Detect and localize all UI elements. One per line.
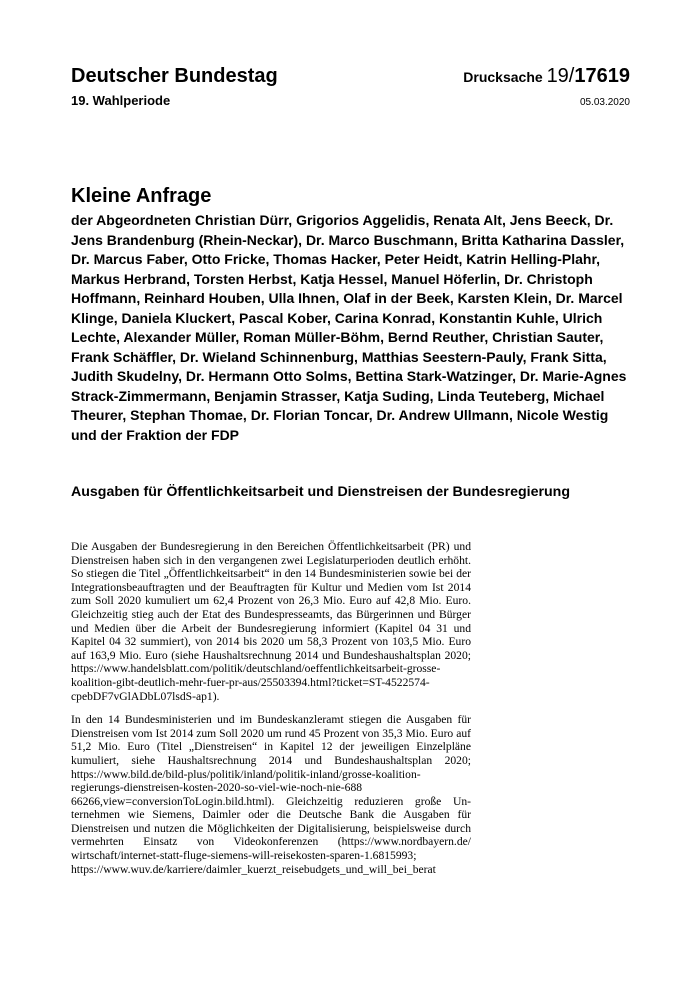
document-subject: Ausgaben für Öffentlichkeitsarbeit und Dienstreisen der Bundesregierung	[71, 484, 571, 500]
body-paragraph-2: In den 14 Bundesministerien und im Bundeskanzleramt stiegen die Ausgaben für Dienstreisen vom Ist 2014 zum Soll 2020 um rund 45 Prozent von 35,3 Mio. Euro auf 51,2 Mio. Euro (Titel „Dienstreisen“ in Kapitel 12 der jeweiligen Einzelpläne kumuliert, siehe Haushaltsrechnung 2014 und Bundeshaushaltsplan 2020; https://www.bild.de/bild-plus/politik/inland/politik-inland/​grosse-koalition-regierungs-dienstreisen-kosten-2020-so-viel-wie-noch-nie-688​66266,view=conversionToLogin.bild.html). Gleichzeitig reduzieren große Unternehmen wie Siemens, Daimler oder die Deutsche Bank die Ausgaben für Dienstreisen und nutzen die Möglichkeiten der Digitalisierung, beispielsweise durch vermehrten Einsatz von Videokonferenzen (https://www.nordbayern.de/​wirtschaft/internet-statt-fluge-siemens-will-reisekosten-sparen-1.6815993; https://www.wuv.de/karriere/daimler_kuerzt_reisebudgets_und_will_bei_berat	[71, 713, 471, 876]
institution-name: Deutscher Bundestag	[71, 65, 278, 87]
header-right	[463, 64, 630, 109]
header-left	[71, 64, 278, 109]
drucksache-number	[463, 64, 630, 89]
authors-list: der Abgeordneten Christian Dürr, Grigorios Aggelidis, Renata Alt, Jens Beeck, Dr. Jens Brandenburg (Rhein-Neckar), Dr. Marco Buschmann, Britta Katharina Dassler, Dr. Marcus Faber, Otto Fricke, Thomas Hacker, Peter Heidt, Katrin Helling-Plahr, Markus Herbrand, Torsten Herbst, Katja Hessel, Manuel Höferlin, Dr. Christoph Hoffmann, Reinhard Houben, Ulla Ihnen, Olaf in der Beek, Karsten Klein, Dr. Marcel Klinge, Daniela Kluckert, Pascal Kober, Carina Konrad, Konstantin Kuhle, Ulrich Lechte, Alexander Müller, Roman Müller-Böhm, Bernd Reuther, Christian Sauter, Frank Schäffler, Dr. Wieland Schinnenburg, Matthias Seestern-Pauly, Frank Sitta, Judith Skudelny, Dr. Hermann Otto Solms, Bettina Stark-Watzinger, Dr. Marie-Agnes Strack-Zimmermann, Benjamin Strasser, Katja Suding, Linda Teuteberg, Michael Theurer, Stephan Thomae, Dr. Florian Toncar, Dr. Andrew Ullmann, Nicole Westig und der Fraktion der FDP	[71, 212, 627, 443]
drucksache-doc-number: 17619	[574, 65, 630, 87]
body-paragraph-1: Die Ausgaben der Bundesregierung in den Bereichen Öffentlichkeitsarbeit (PR) und Dienstreisen haben sich in den vergangenen zwei Legislaturperioden deutlich erhöht. So stiegen die Titel „Öffentlichkeitsarbeit“ in den 14 Bundesministerien sowie bei der Integrationsbeauftragten und der Beauftragten für Kultur und Medien vom Ist 2014 zum Soll 2020 kumuliert um 62,4 Prozent von 26,3 Mio. Euro auf 42,8 Mio. Euro. Gleichzeitig stieg auch der Etat des Bundespresseamts, das Bürgerinnen und Bürger und Medien über die Arbeit der Bundesregierung informiert (Kapitel 04 31 und Kapitel 04 32 summiert), von 2014 bis 2020 um 58,3 Prozent von 103,5 Mio. Euro auf 163,9 Mio. Euro (siehe Haushaltsrechnung 2014 und Bundeshaushaltsplan 2020; https://www.hande​lsblatt.com/politik/deutschland/oeffentlichkeitsarbeit-grosse-koalition-gibt-deut​lich-mehr-fuer-pr-aus/25503394.html?ticket=ST-4522574-cpebDF7vGlADbL0​7lsdS-ap1).	[71, 540, 471, 703]
document-title: Kleine Anfrage	[71, 185, 212, 207]
drucksache-label: Drucksache	[463, 69, 547, 85]
drucksache-period: 19/	[546, 65, 575, 87]
election-period: 19. Wahlperiode	[71, 93, 171, 108]
body-text	[71, 540, 471, 886]
document-date: 05.03.2020	[579, 97, 630, 108]
